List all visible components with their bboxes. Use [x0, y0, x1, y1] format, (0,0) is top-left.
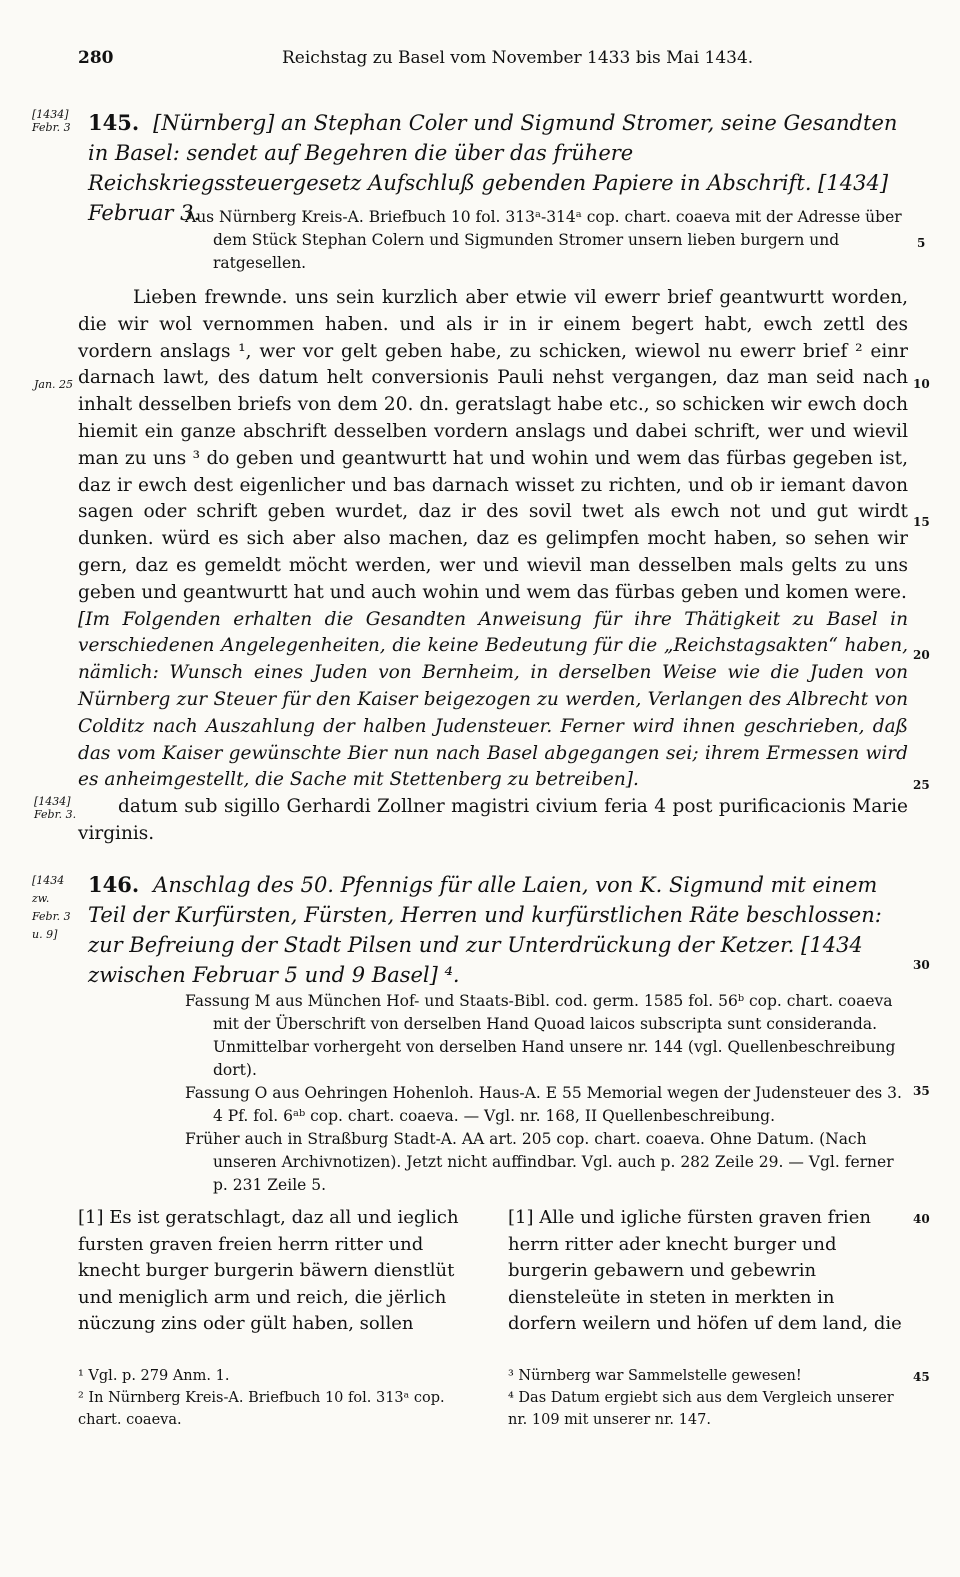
- line-number: 20: [913, 648, 930, 662]
- doc-146-number: 146.: [88, 872, 140, 897]
- doc-145-number: 145.: [88, 110, 140, 135]
- doc-146-sources: [185, 990, 910, 1197]
- doc-146-title: Anschlag des 50. Pfennigs für alle Laien, von K. Sigmund mit einem Teil der Kurfürsten, Fürsten, Herren und kurfürstlichen Räte beschlossen: zur Befreiung der Stadt Pilsen und zur Unterdrückung der Ketzer. [1434 zwischen Februar 5 und 9 Basel] ⁴.: [88, 873, 882, 987]
- footnote-3: ³ Nürnberg war Sammelstelle gewesen!: [508, 1368, 802, 1384]
- line-number: 10: [913, 377, 930, 391]
- line-number: 5: [917, 236, 926, 250]
- line-number: 15: [913, 515, 930, 529]
- footnote-4: ⁴ Das Datum ergiebt sich aus dem Vergleich unserer nr. 109 mit unserer nr. 147.: [508, 1390, 894, 1428]
- doc-145-dating-clause: datum sub sigillo Gerhardi Zollner magistri civium feria 4 post purificacionis Marie virginis.: [78, 796, 908, 844]
- column-right-text: [1] Alle und igliche fürsten graven frien herrn ritter ader knecht burger und burgerin gebawern und gebewrin diensteleüte in steten in merkten in dorfern weilern und höfen uf dem land, die: [508, 1207, 902, 1334]
- margin-date-jan: Jan. 25: [34, 378, 74, 391]
- running-title: Reichstag zu Basel vom November 1433 bis Mai 1434.: [282, 48, 754, 68]
- doc-145-source-note: Aus Nürnberg Kreis-A. Briefbuch 10 fol. 313ᵃ-314ᵃ cop. chart. coaeva mit der Adresse über dem Stück Stephan Colern und Sigmunden Stromer unsern lieben burgern und ratgesellen.: [185, 208, 902, 272]
- line-number: 40: [913, 1212, 930, 1226]
- doc-145-title: [Nürnberg] an Stephan Coler und Sigmund Stromer, seine Gesandten in Basel: sendet auf Begehren die über das frühere Reichskriegssteuergesetz Aufschluß gebenden Papiere in Abschrift. [1434] Februar 3.: [88, 111, 898, 225]
- line-number: 25: [913, 778, 930, 792]
- line-number: 45: [913, 1370, 930, 1384]
- margin-date-145: [1434] Febr. 3: [32, 108, 71, 134]
- source-strassburg: Früher auch in Straßburg Stadt-A. AA art. 205 cop. chart. coaeva. Ohne Datum. (Nach unseren Archivnotizen). Jetzt nicht auffindbar. Vgl. auch p. 282 Zeile 29. — Vgl. ferner p. 231 Zeile 5.: [185, 1130, 894, 1194]
- line-number: 30: [913, 958, 930, 972]
- footnote-2: ² In Nürnberg Kreis-A. Briefbuch 10 fol. 313ᵃ cop. chart. coaeva.: [78, 1390, 445, 1428]
- doc-146-heading: [88, 870, 910, 990]
- doc-145-body: [78, 285, 908, 848]
- doc-145-source: [185, 206, 910, 275]
- column-left-text: [1] Es ist geratschlagt, daz all und ieglich fursten graven freien herrn ritter und knecht burger burgerin bäwern dienstlüt und meniglich arm und reich, die jërlich nüczung zins oder gült haben, sollen: [78, 1207, 459, 1334]
- source-o: Fassung O aus Oehringen Hohenloh. Haus-A. E 55 Memorial wegen der Judensteuer des 3. 4 Pf. fol. 6ᵃᵇ cop. chart. coaeva. — Vgl. nr. 168, II Quellenbeschreibung.: [185, 1084, 902, 1125]
- footnotes-right: [508, 1365, 906, 1431]
- margin-date-145-end: [1434] Febr. 3.: [34, 795, 77, 821]
- doc-145-editorial-summary: [Im Folgenden erhalten die Gesandten Anweisung für ihre Thätigkeit zu Basel in verschiedenen Angelegenheiten, die keine Bedeutung für die „Reichstagsakten“ haben, nämlich: Wunsch eines Juden von Bernheim, in derselben Weise wie die Juden von Nürnberg zur Steuer für den Kaiser beigezogen zu werden, Verlangen des Albrecht von Colditz nach Auszahlung der halben Judensteuer. Ferner wird ihnen geschrieben, daß das vom Kaiser gewünschte Bier nun nach Basel abgegangen sei; ihrem Ermessen wird es anheimgestellt, die Sache mit Stettenberg zu betreiben].: [78, 608, 908, 791]
- margin-date-146: [1434 zw. Febr. 3 u. 9]: [32, 874, 71, 941]
- page-number: 280: [78, 48, 114, 68]
- source-m: Fassung M aus München Hof- und Staats-Bibl. cod. germ. 1585 fol. 56ᵇ cop. chart. coaeva mit der Überschrift von derselben Hand Quoad laicos subscripta sunt consideranda. Unmittelbar vorhergeht von derselben Hand unsere nr. 144 (vgl. Quellenbeschreibung dort).: [185, 992, 896, 1079]
- line-number: 35: [913, 1084, 930, 1098]
- doc-145-letter-text: Lieben frewnde. uns sein kurzlich aber etwie vil ewerr brief geantwurtt worden, die wir wol vernommen haben. und als ir in ir einem begert habt, ewch zettl des vordern anslags ¹, wer vor gelt geben habe, zu schicken, wiewol nu ewerr brief ² einr darnach lawt, des datum helt conversionis Pauli nehst vergangen, daz man seid nach inhalt desselben briefs von dem 20. dn. geratslagt habe etc., so schicken wir ewch doch hiemit ein ganze abschrift desselben vordern anslags und dabei schrift, wer und wievil man zu uns ³ do geben und geantwurtt hat und wohin und wem das fürbas gegeben ist, daz ir ewch dest eigenlicher und bas darnach wisset zu richten, und ob ir iemant davon sagen oder schrift geben wurdet, daz ir des sovil twet als ewch not und gut wirdt dunken. würd es sich aber also machen, daz es gelimpfen mocht haben, so sehen wir gern, daz es gemeldt möcht werden, wer und wievil man desselben mals gelts zu uns geben und geantwurtt hat und auch wohin und wem das fürbas geben und komen were.: [78, 287, 908, 603]
- footnote-1: ¹ Vgl. p. 279 Anm. 1.: [78, 1368, 230, 1384]
- footnotes-left: [78, 1365, 478, 1431]
